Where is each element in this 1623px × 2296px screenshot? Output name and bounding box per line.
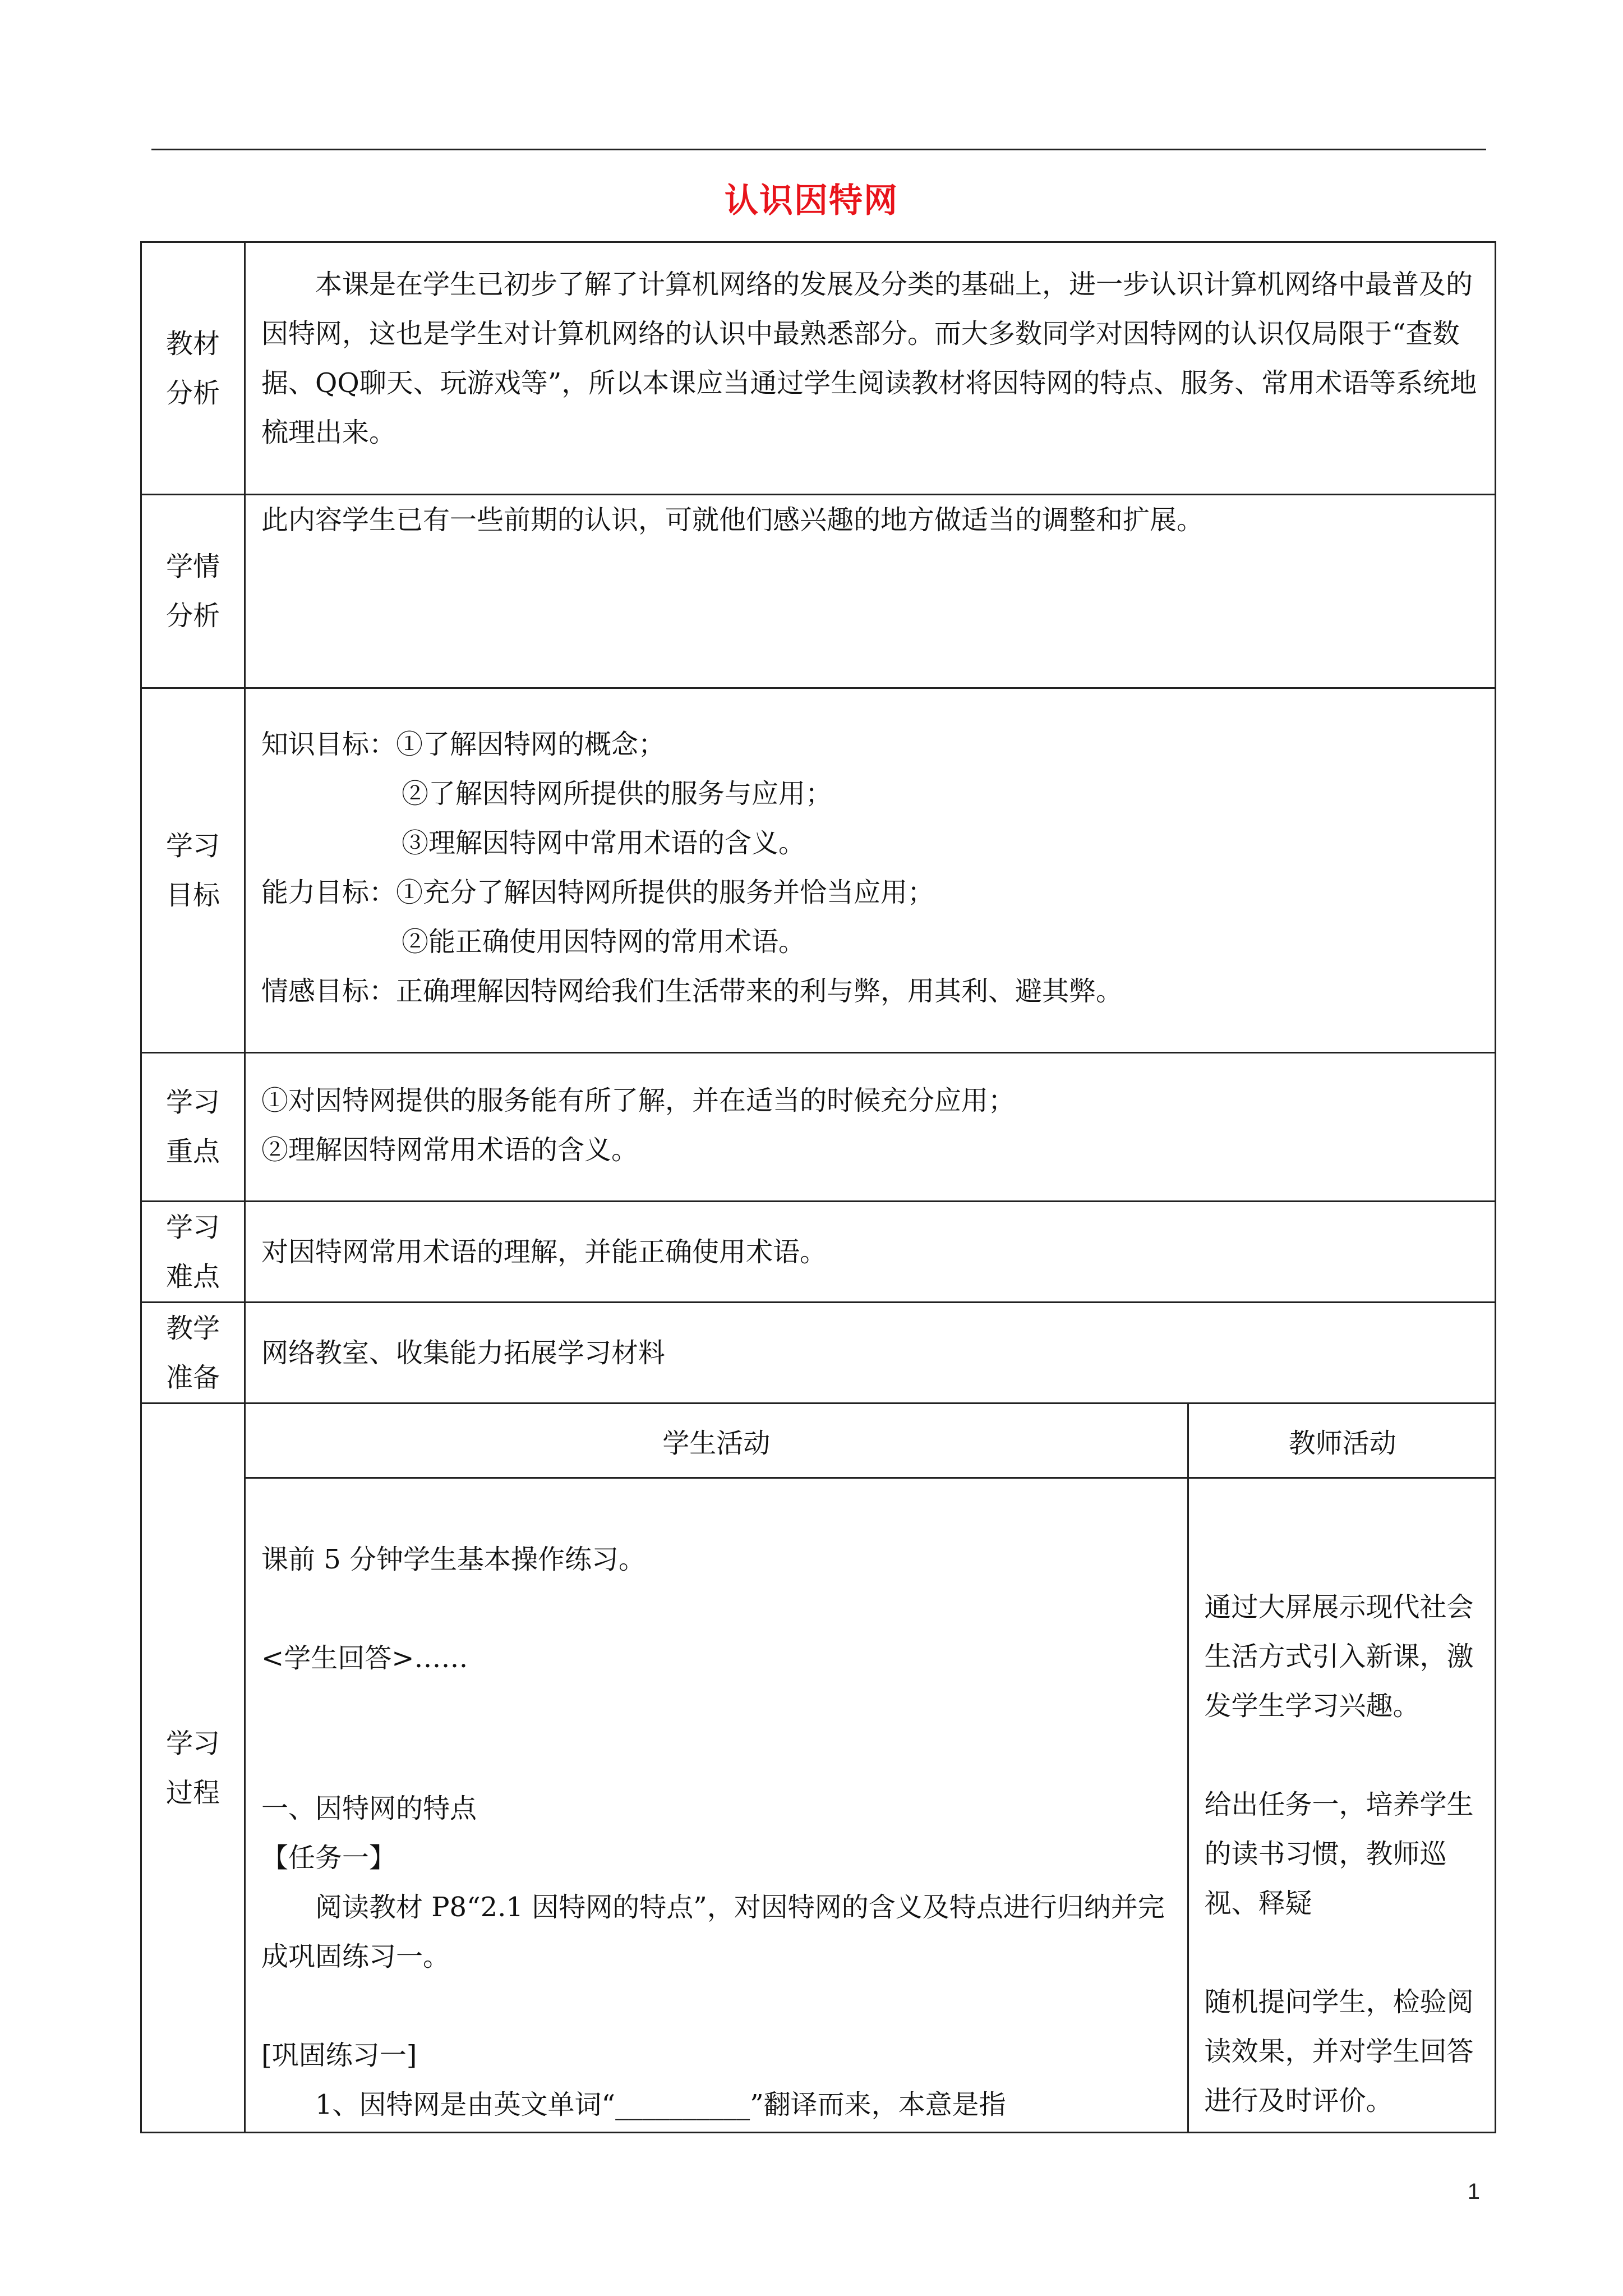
header-rule (151, 149, 1486, 150)
warmup-text: 课前 5 分钟学生基本操作练习。 (261, 1544, 646, 1575)
learning-goals-list (246, 689, 1495, 1016)
key-points-row (141, 1053, 1496, 1202)
exercise-heading: [巩固练习一] (261, 2040, 417, 2071)
student-answer-text: <学生回答>…… (261, 1642, 468, 1674)
knowledge-goal-3: ③理解因特网中常用术语的含义。 (402, 827, 806, 859)
teacher-intro-text: 通过大屏展示现代社会生活方式引入新课，激发学生学习兴趣。 (1204, 1591, 1474, 1722)
teacher-check-text: 随机提问学生，检验阅读效果，并对学生回答进行及时评价。 (1204, 1986, 1474, 2116)
teacher-activity-cell (1188, 1478, 1496, 2132)
learning-process-label: 学习 过程 (141, 1404, 245, 2133)
difficulties-row (141, 1202, 1496, 1303)
task-heading: 【任务一】 (261, 1842, 396, 1874)
page-number: 1 (1467, 2179, 1480, 2204)
situation-analysis-text: 此内容学生已有一些前期的认识，可就他们感兴趣的地方做适当的调整和扩展。 (261, 504, 1204, 536)
difficulties-label: 学习 难点 (141, 1202, 245, 1303)
key-points-cell (245, 1053, 1496, 1202)
teacher-activity-content (1189, 1479, 1497, 2125)
key-points-list (246, 1053, 1495, 1175)
exercise-question-1: 1、因特网是由英文单词“__________”翻译而来，本意是指 (315, 2089, 1006, 2120)
learning-process-row (141, 1404, 1496, 2133)
material-analysis-label: 教材 分析 (141, 242, 245, 495)
material-analysis-cell (245, 242, 1496, 495)
section-heading: 一、因特网的特点 (261, 1793, 477, 1824)
preparation-row (141, 1303, 1496, 1404)
emotion-goal: 情感目标：正确理解因特网给我们生活带来的利与弊，用其利、避其弊。 (261, 976, 1123, 1007)
situation-analysis-row (141, 495, 1496, 688)
preparation-cell (245, 1303, 1496, 1404)
teacher-activity-header: 教师活动 (1188, 1404, 1496, 1478)
student-activity-cell (246, 1478, 1188, 2132)
learning-goals-row (141, 688, 1496, 1053)
material-analysis-row (141, 242, 1496, 495)
difficulties-text: 对因特网常用术语的理解，并能正确使用术语。 (261, 1236, 827, 1268)
lesson-plan-table (140, 241, 1496, 2133)
ability-goal-1: 能力目标：①充分了解因特网所提供的服务并恰当应用； (261, 877, 935, 908)
learning-process-cell (245, 1404, 1496, 2133)
knowledge-goal-1: 知识目标：①了解因特网的概念； (261, 729, 666, 760)
material-analysis-text: 本课是在学生已初步了解了计算机网络的发展及分类的基础上，进一步认识计算机网络中最普及的因特网，这也是学生对计算机网络的认识中最熟悉部分。而大多数同学对因特网的认识仅局限于“查数据、QQ聊天、玩游戏等”，所以本课应当通过学生阅读教材将因特网的特点、服务、常用术语等系统地梳理出来。 (261, 269, 1477, 448)
knowledge-goal-2: ②了解因特网所提供的服务与应用； (402, 778, 833, 809)
ability-goal-2: ②能正确使用因特网的常用术语。 (402, 926, 806, 958)
difficulties-cell (245, 1202, 1496, 1303)
key-points-label: 学习 重点 (141, 1053, 245, 1202)
student-activity-header: 学生活动 (246, 1404, 1188, 1478)
page-title: 认识因特网 (725, 181, 898, 220)
reading-instruction: 阅读教材 P8“2.1 因特网的特点”，对因特网的含义及特点进行归纳并完成巩固练习一。 (261, 1892, 1165, 1972)
key-point-1: ①对因特网提供的服务能有所了解，并在适当的时候充分应用； (261, 1085, 1016, 1116)
student-activity-content (246, 1479, 1187, 2129)
preparation-text: 网络教室、收集能力拓展学习材料 (261, 1337, 666, 1369)
learning-goals-label: 学习 目标 (141, 688, 245, 1053)
situation-analysis-cell (245, 495, 1496, 688)
preparation-label: 教学 准备 (141, 1303, 245, 1404)
key-point-2: ②理解因特网常用术语的含义。 (261, 1134, 639, 1166)
activity-table (246, 1404, 1496, 2132)
situation-analysis-label: 学情 分析 (141, 495, 245, 688)
learning-goals-cell (245, 688, 1496, 1053)
teacher-task-text: 给出任务一，培养学生的读书习惯，教师巡视、释疑 (1204, 1789, 1474, 1919)
